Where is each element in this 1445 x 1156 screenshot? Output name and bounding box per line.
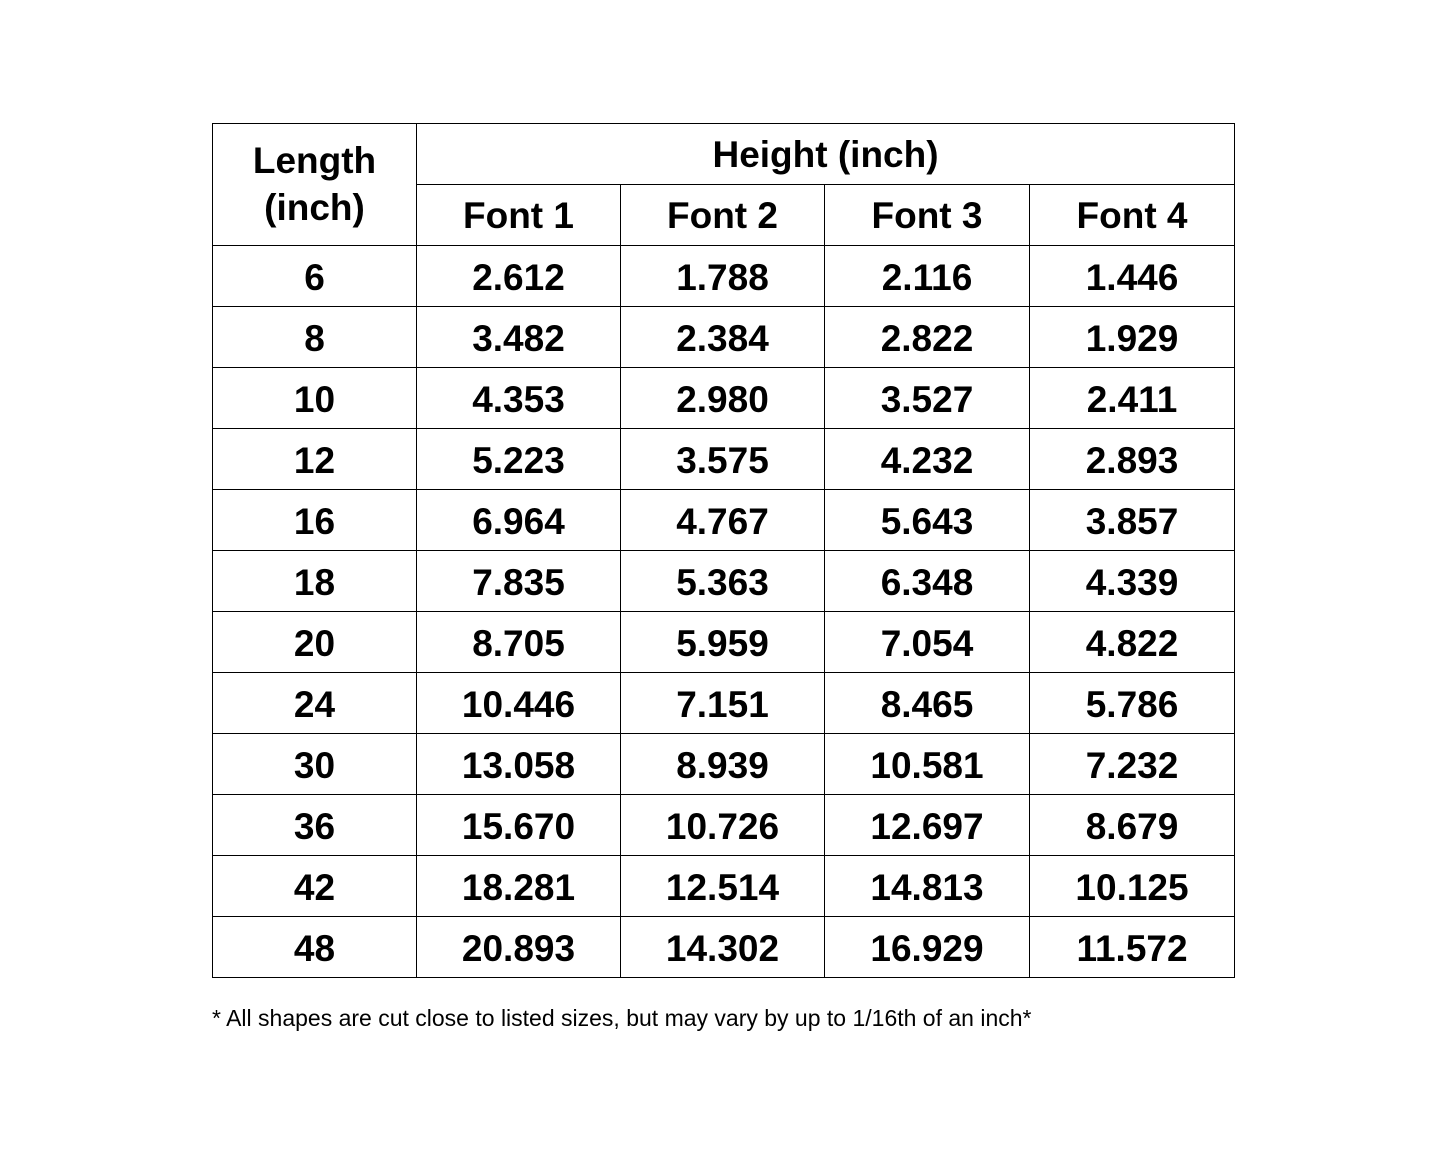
- length-cell: 48: [213, 917, 417, 978]
- height-value-cell: 10.581: [825, 734, 1030, 795]
- height-value-cell: 2.612: [417, 246, 621, 307]
- height-value-cell: 14.302: [621, 917, 825, 978]
- height-value-cell: 8.705: [417, 612, 621, 673]
- height-value-cell: 18.281: [417, 856, 621, 917]
- height-value-cell: 20.893: [417, 917, 621, 978]
- font-column-header: Font 4: [1030, 185, 1235, 246]
- table-row: [213, 673, 1235, 734]
- height-value-cell: 16.929: [825, 917, 1030, 978]
- table-row: [213, 368, 1235, 429]
- table-row: [213, 246, 1235, 307]
- height-value-cell: 7.232: [1030, 734, 1235, 795]
- table-row: [213, 307, 1235, 368]
- height-value-cell: 12.514: [621, 856, 825, 917]
- height-value-cell: 2.893: [1030, 429, 1235, 490]
- length-column-header: [213, 124, 417, 246]
- table-row: [213, 612, 1235, 673]
- table-row: [213, 917, 1235, 978]
- size-chart-table: [212, 123, 1235, 978]
- height-value-cell: 2.116: [825, 246, 1030, 307]
- height-group-header: Height (inch): [417, 124, 1235, 185]
- table-row: [213, 551, 1235, 612]
- height-value-cell: 2.980: [621, 368, 825, 429]
- length-header-line1: Length: [252, 140, 377, 182]
- length-cell: 16: [213, 490, 417, 551]
- height-value-cell: 2.384: [621, 307, 825, 368]
- height-value-cell: 8.679: [1030, 795, 1235, 856]
- height-value-cell: 10.446: [417, 673, 621, 734]
- height-value-cell: 1.446: [1030, 246, 1235, 307]
- height-value-cell: 12.697: [825, 795, 1030, 856]
- table-row: [213, 856, 1235, 917]
- font-column-header: Font 1: [417, 185, 621, 246]
- length-cell: 36: [213, 795, 417, 856]
- height-value-cell: 4.822: [1030, 612, 1235, 673]
- font-column-header: Font 3: [825, 185, 1030, 246]
- table-row: [213, 490, 1235, 551]
- length-cell: 10: [213, 368, 417, 429]
- height-value-cell: 4.353: [417, 368, 621, 429]
- font-column-header: Font 2: [621, 185, 825, 246]
- height-value-cell: 7.151: [621, 673, 825, 734]
- height-value-cell: 6.964: [417, 490, 621, 551]
- length-cell: 24: [213, 673, 417, 734]
- table-row: [213, 795, 1235, 856]
- length-header-line2: (inch): [264, 186, 365, 228]
- footnote: * All shapes are cut close to listed sizes, but may vary by up to 1/16th of an inch*: [212, 1005, 1032, 1031]
- length-cell: 30: [213, 734, 417, 795]
- height-value-cell: 4.767: [621, 490, 825, 551]
- height-value-cell: 7.054: [825, 612, 1030, 673]
- height-value-cell: 11.572: [1030, 917, 1235, 978]
- table-row: [213, 734, 1235, 795]
- length-cell: 8: [213, 307, 417, 368]
- height-value-cell: 1.929: [1030, 307, 1235, 368]
- height-value-cell: 3.482: [417, 307, 621, 368]
- table-body: [213, 246, 1235, 978]
- height-value-cell: 7.835: [417, 551, 621, 612]
- height-value-cell: 8.939: [621, 734, 825, 795]
- height-value-cell: 10.125: [1030, 856, 1235, 917]
- length-cell: 6: [213, 246, 417, 307]
- height-value-cell: 8.465: [825, 673, 1030, 734]
- length-cell: 42: [213, 856, 417, 917]
- height-value-cell: 1.788: [621, 246, 825, 307]
- length-cell: 12: [213, 429, 417, 490]
- height-value-cell: 5.786: [1030, 673, 1235, 734]
- height-value-cell: 5.959: [621, 612, 825, 673]
- length-cell: 20: [213, 612, 417, 673]
- height-value-cell: 13.058: [417, 734, 621, 795]
- height-value-cell: 3.527: [825, 368, 1030, 429]
- height-value-cell: 5.223: [417, 429, 621, 490]
- height-value-cell: 3.575: [621, 429, 825, 490]
- height-value-cell: 6.348: [825, 551, 1030, 612]
- height-value-cell: 2.411: [1030, 368, 1235, 429]
- length-cell: 18: [213, 551, 417, 612]
- height-value-cell: 4.232: [825, 429, 1030, 490]
- height-value-cell: 5.363: [621, 551, 825, 612]
- height-value-cell: 3.857: [1030, 490, 1235, 551]
- height-value-cell: 14.813: [825, 856, 1030, 917]
- height-value-cell: 4.339: [1030, 551, 1235, 612]
- table-row: [213, 429, 1235, 490]
- height-value-cell: 5.643: [825, 490, 1030, 551]
- height-value-cell: 10.726: [621, 795, 825, 856]
- height-value-cell: 2.822: [825, 307, 1030, 368]
- height-value-cell: 15.670: [417, 795, 621, 856]
